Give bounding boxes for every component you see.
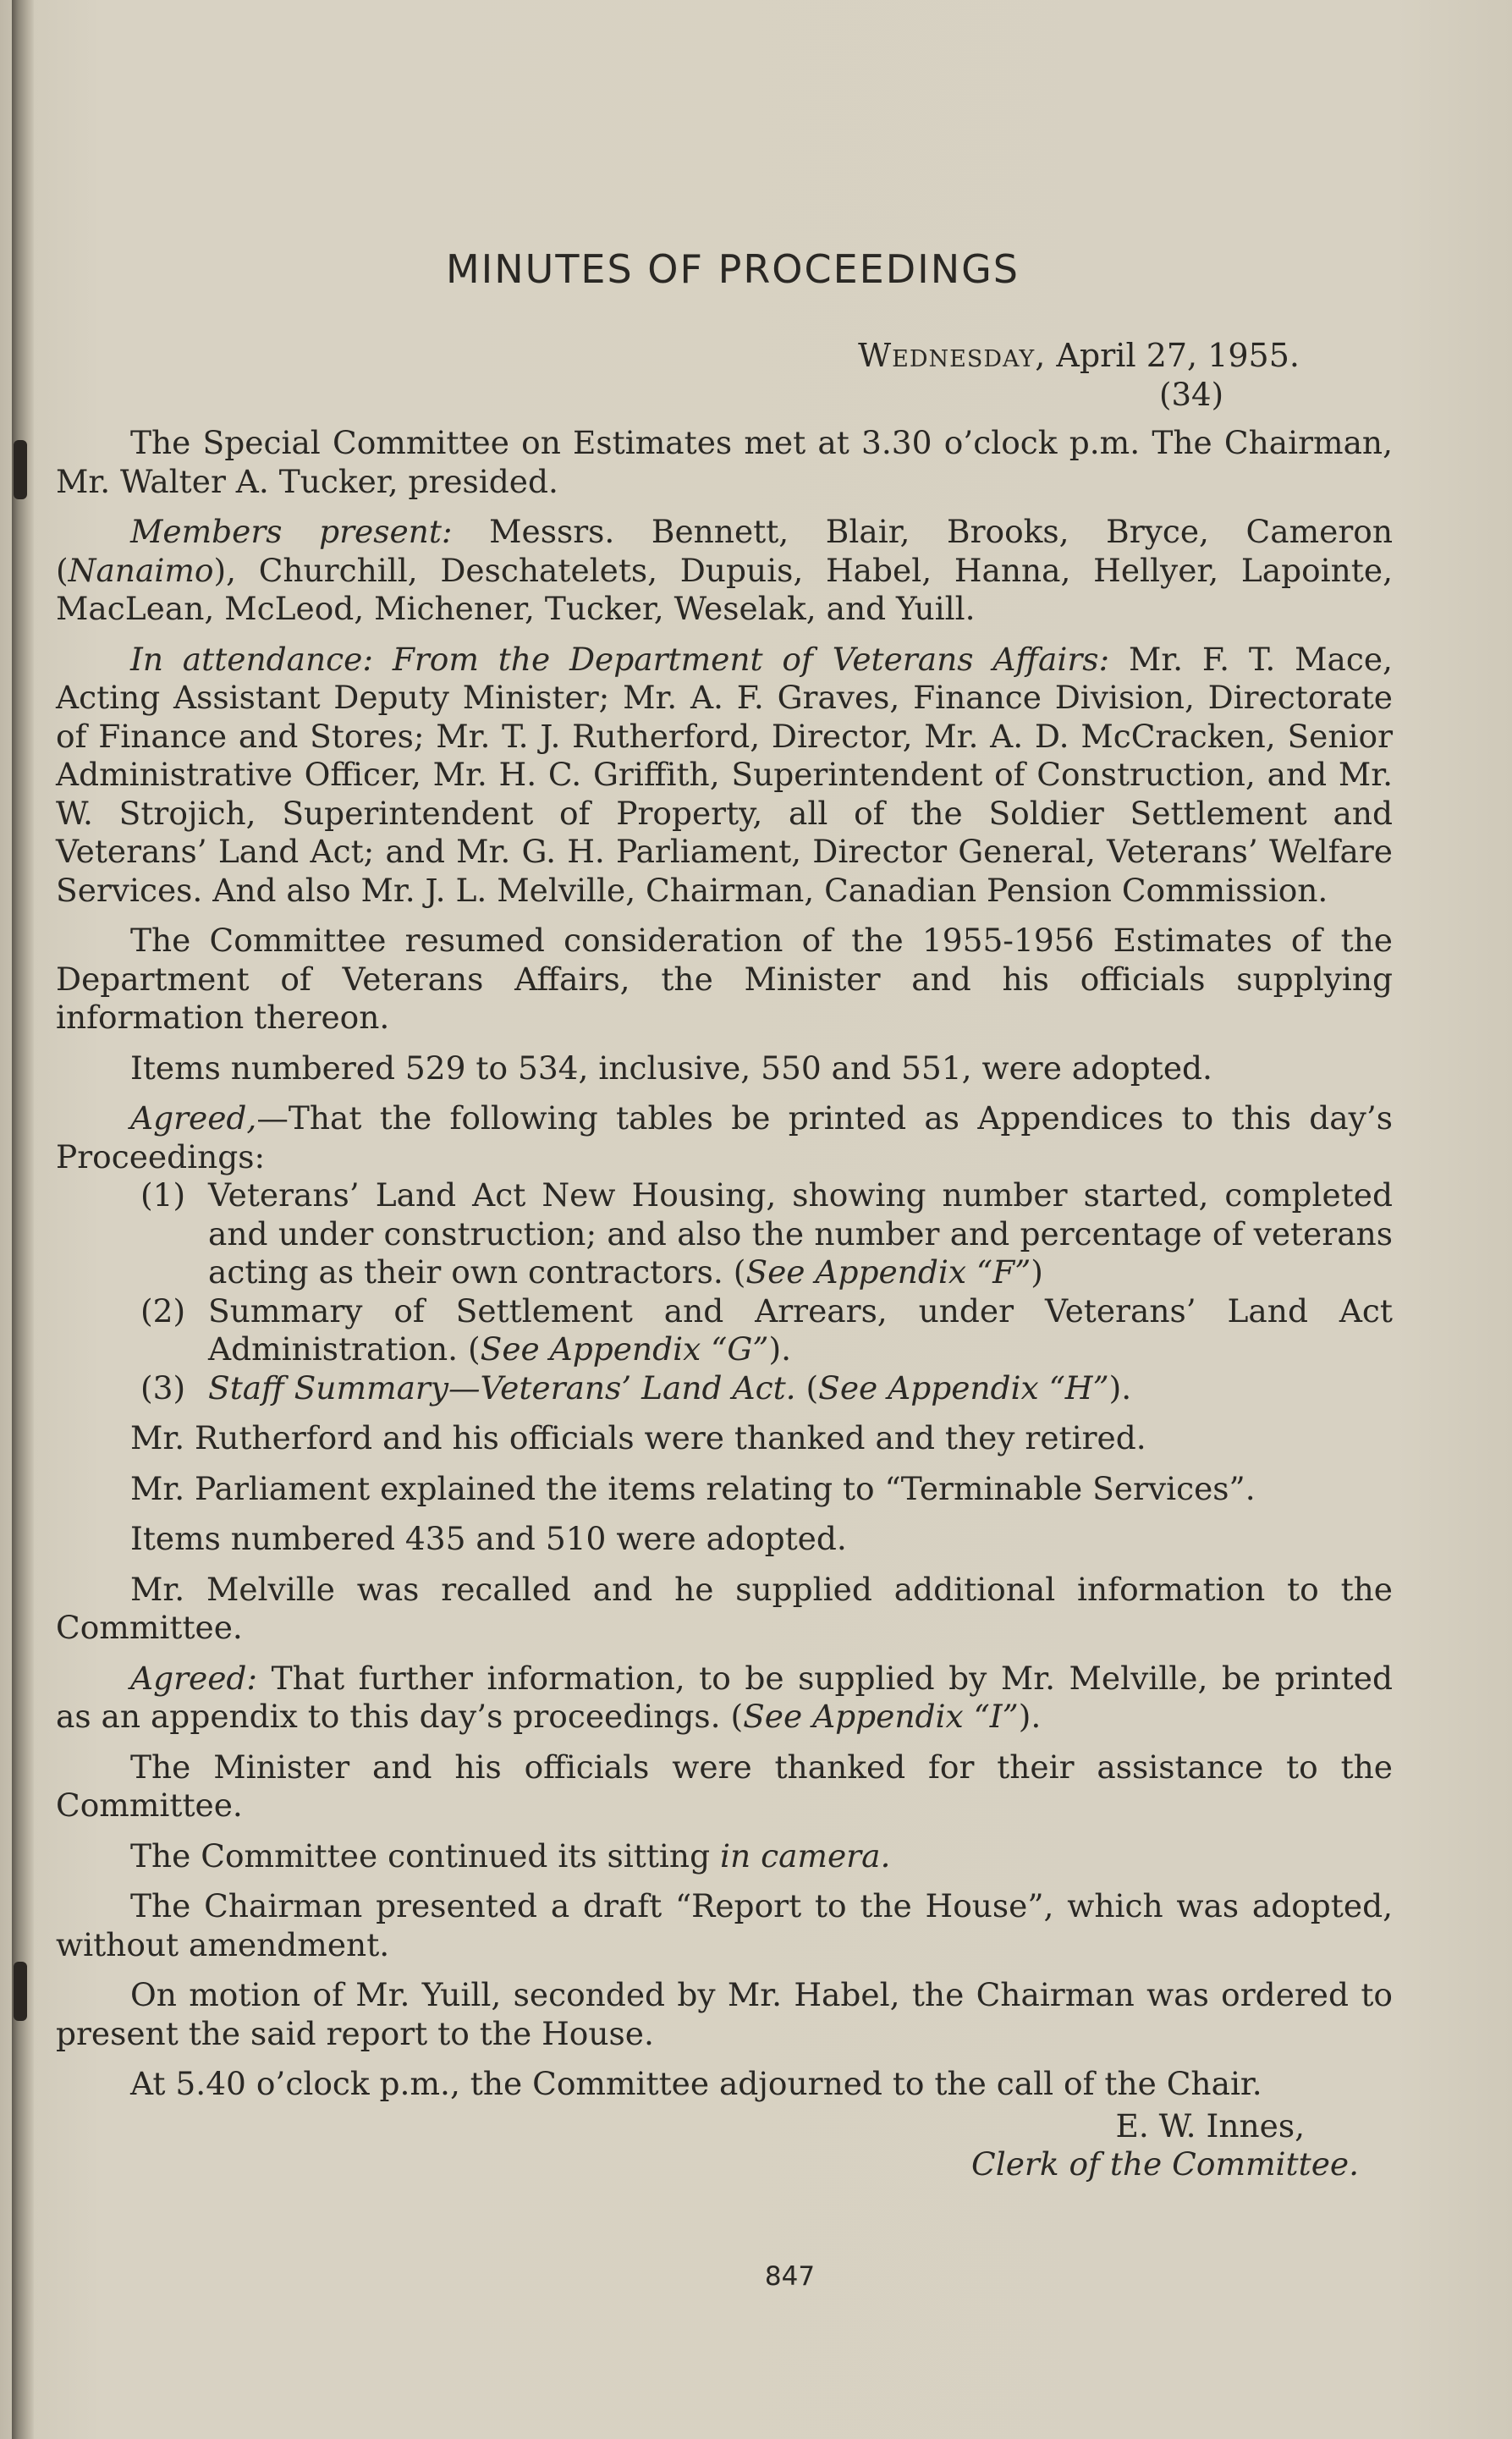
paragraph-items-adopted-1: Items numbered 529 to 534, inclusive, 550 and 551, were adopted. [130,1049,1212,1087]
agreed-tail-2: ). [1018,1698,1042,1735]
list-item-ref: See Appendix “H” [818,1368,1109,1407]
paragraph-items-adopted-2: Items numbered 435 and 510 were adopted. [130,1520,847,1557]
members-text-continued: ), Churchill, Deschatelets, Dupuis, Habel, Hanna, Hellyer, Lapointe, MacLean, McLeod, Michener, Tucker, Weselak, and Yuill. [56,551,1393,627]
list-item [56,1176,1393,1292]
document-title: MINUTES OF PROCEEDINGS [445,246,1020,292]
paragraph-attendance [56,641,1393,911]
list-item-italic-text: Staff Summary—Veterans’ Land Act. [208,1368,796,1407]
signature-title: Clerk of the Committee. [971,2145,1359,2183]
list-item-tail: ) [1031,1253,1043,1291]
camera-italic: in camera. [720,1836,891,1875]
list-item-number: (1) [140,1176,186,1214]
camera-text: The Committee continued its sitting [130,1836,720,1875]
agreed-text-2: That further information, to be supplied by Mr. Melville, be printed as an appendix to this day’s proceedings. ( [56,1659,1393,1735]
paragraph-draft: The Chairman presented a draft “Report to the House”, which was adopted, without amendment. [56,1887,1393,1963]
paragraph-motion: On motion of Mr. Yuill, seconded by Mr. Habel, the Chairman was ordered to present the said report to the House. [56,1976,1393,2052]
paragraph-thanked: The Minister and his officials were thanked for their assistance to the Committee. [56,1748,1393,1824]
list-item-ref: See Appendix “G” [480,1330,769,1368]
list-item-text: ( [795,1368,819,1407]
date-rest: April 27, 1955. [1046,337,1300,374]
list-item-ref: See Appendix “F” [745,1253,1031,1291]
agreed-label-2: Agreed: [130,1659,258,1697]
page-number: 847 [764,2261,816,2292]
members-nanaimo: Nanaimo [68,551,214,589]
agreed-label-1: Agreed, [130,1099,257,1137]
binding-mark [14,440,27,499]
members-text: Messrs. Bennett, Blair, Brooks, Bryce, Cameron ( [56,513,1393,589]
sitting-number: (34) [1159,376,1223,413]
list-item-text: Summary of Settlement and Arrears, under Veterans’ Land Act Administration. ( [208,1291,1393,1368]
list-item-tail: ). [768,1330,792,1368]
agreed-ref-2: See Appendix “I” [743,1698,1019,1735]
date-day: Wednesday, [858,337,1047,374]
paragraph-agreed-1 [56,1099,1393,1176]
list-item-text: Veterans’ Land Act New Housing, showing number started, completed and under construction; and also the number and percentage of veterans acting as their own contractors. ( [208,1176,1393,1291]
list-item-tail: ). [1108,1368,1132,1407]
list-item-number: (2) [140,1291,186,1330]
paragraph-camera [56,1837,1393,1876]
agreed-text-1: —That the following tables be printed as Appendices to this day’s Proceedings: [56,1099,1393,1175]
list-item-number: (3) [140,1368,186,1407]
paragraph-agreed-2 [56,1660,1393,1737]
list-item [56,1369,1393,1408]
list-item [56,1292,1393,1369]
paragraph-adjourned: At 5.40 o’clock p.m., the Committee adjourned to the call of the Chair. [130,2065,1262,2102]
attendance-label: In attendance: From the Department of Veterans Affairs: [130,640,1110,678]
book-binding-edge [12,0,34,2439]
paragraph-opening: The Special Committee on Estimates met at 3.30 o’clock p.m. The Chairman, Mr. Walter A. Tucker, presided. [56,424,1393,500]
members-label: Members present: [130,513,453,550]
attendance-text: Mr. F. T. Mace, Acting Assistant Deputy Minister; Mr. A. F. Graves, Finance Division, Directorate of Finance and Stores; Mr. T. J. Rutherford, Director, Mr. A. D. McCracken, Senior Administrative Officer, Mr. H. C. Griffith, Superintendent of Construction, and Mr. W. Strojich, Superintendent of Property, all of the Soldier Settlement and Veterans’ Land Act; and Mr. G. H. Parliament, Director General, Veterans’ Welfare Services. And also Mr. J. L. Melville, Chairman, Canadian Pension Commission. [56,640,1393,909]
paragraph-parliament: Mr. Parliament explained the items relating to “Terminable Services”. [130,1469,1256,1507]
appendix-list [56,1176,1393,1407]
paragraph-rutherford: Mr. Rutherford and his officials were thanked and they retired. [130,1419,1146,1456]
dateline [56,337,1393,376]
binding-mark [14,1962,27,2021]
document-body [56,245,1393,2184]
paragraph-resumed: The Committee resumed consideration of the 1955-1956 Estimates of the Department of Veterans Affairs, the Minister and his officials supplying information thereon. [56,922,1393,1036]
paragraph-members [56,513,1393,629]
paragraph-melville: Mr. Melville was recalled and he supplied additional information to the Committee. [56,1570,1393,1646]
signature-name: E. W. Innes, [1115,2106,1305,2144]
